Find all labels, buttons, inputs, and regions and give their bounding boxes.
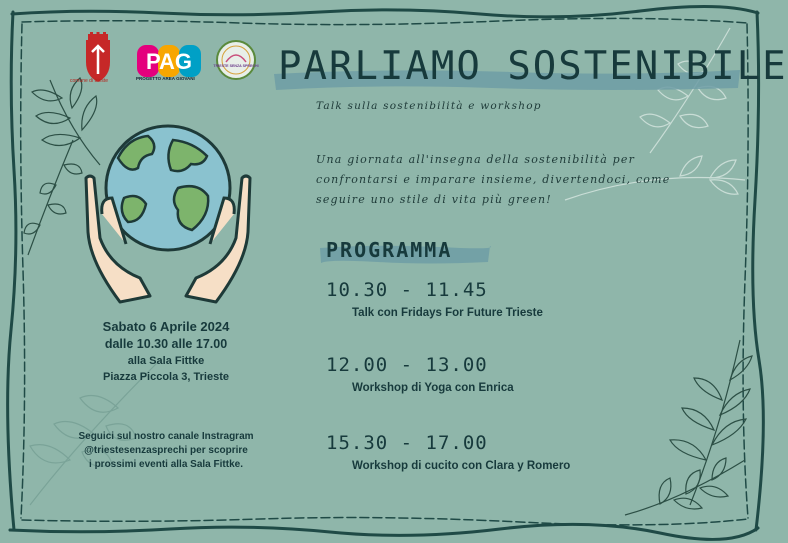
subtitle: Talk sulla sostenibilità e workshop <box>316 100 542 112</box>
social-line: Seguici sul nostro canale Instragram <box>78 431 254 442</box>
leaf-branch-icon <box>660 330 760 510</box>
leaf-branch-icon <box>620 440 750 520</box>
page-title: PARLIAMO SOSTENIBILE <box>278 44 788 89</box>
partner-logos <box>70 30 270 90</box>
tss-logo-text: TRIESTE SENZA SPRECHI <box>213 64 259 68</box>
event-address: Piazza Piccola 3, Trieste <box>103 371 229 383</box>
intro-text <box>316 150 696 210</box>
schedule-slot <box>326 432 570 472</box>
pag-logo <box>136 44 204 78</box>
intro-line: Una giornata all'insegna della sostenibilità per <box>316 153 636 166</box>
title-block <box>270 40 788 100</box>
schedule-slot <box>326 354 514 394</box>
schedule-slot <box>326 279 543 319</box>
slot-time: 10.30 - 11.45 <box>326 279 488 301</box>
programma-heading-block <box>318 232 498 272</box>
slot-time: 15.30 - 17.00 <box>326 432 488 454</box>
instagram-handle: @triestesenzasprechi per scoprire <box>84 445 248 456</box>
event-hours: dalle 10.30 alle 17.00 <box>104 337 228 351</box>
pag-logo-text: PAG <box>145 49 193 74</box>
slot-title: Workshop di Yoga con Enrica <box>352 382 514 394</box>
intro-line: seguire uno stile di vita più green! <box>316 193 552 206</box>
social-line: i prossimi eventi alla Sala Fittke. <box>89 459 243 470</box>
slot-time: 12.00 - 13.00 <box>326 354 488 376</box>
event-details <box>56 318 276 385</box>
intro-line: confrontarsi e imparare insieme, divertendoci, come <box>316 173 671 186</box>
pag-logo-caption: PROGETTO AREA GIOVANI <box>136 76 195 81</box>
globe-in-hands-icon <box>78 118 258 308</box>
programma-heading: PROGRAMMA <box>326 238 453 262</box>
slot-title: Workshop di cucito con Clara y Romero <box>352 460 571 472</box>
social-note <box>56 430 276 472</box>
event-venue: alla Sala Fittke <box>127 355 205 367</box>
slot-title: Talk con Fridays For Future Trieste <box>352 307 543 319</box>
trieste-senza-sprechi-logo <box>213 40 259 80</box>
event-date: Sabato 6 Aprile 2024 <box>102 319 230 334</box>
trieste-logo-caption: comune di trieste <box>70 78 109 84</box>
